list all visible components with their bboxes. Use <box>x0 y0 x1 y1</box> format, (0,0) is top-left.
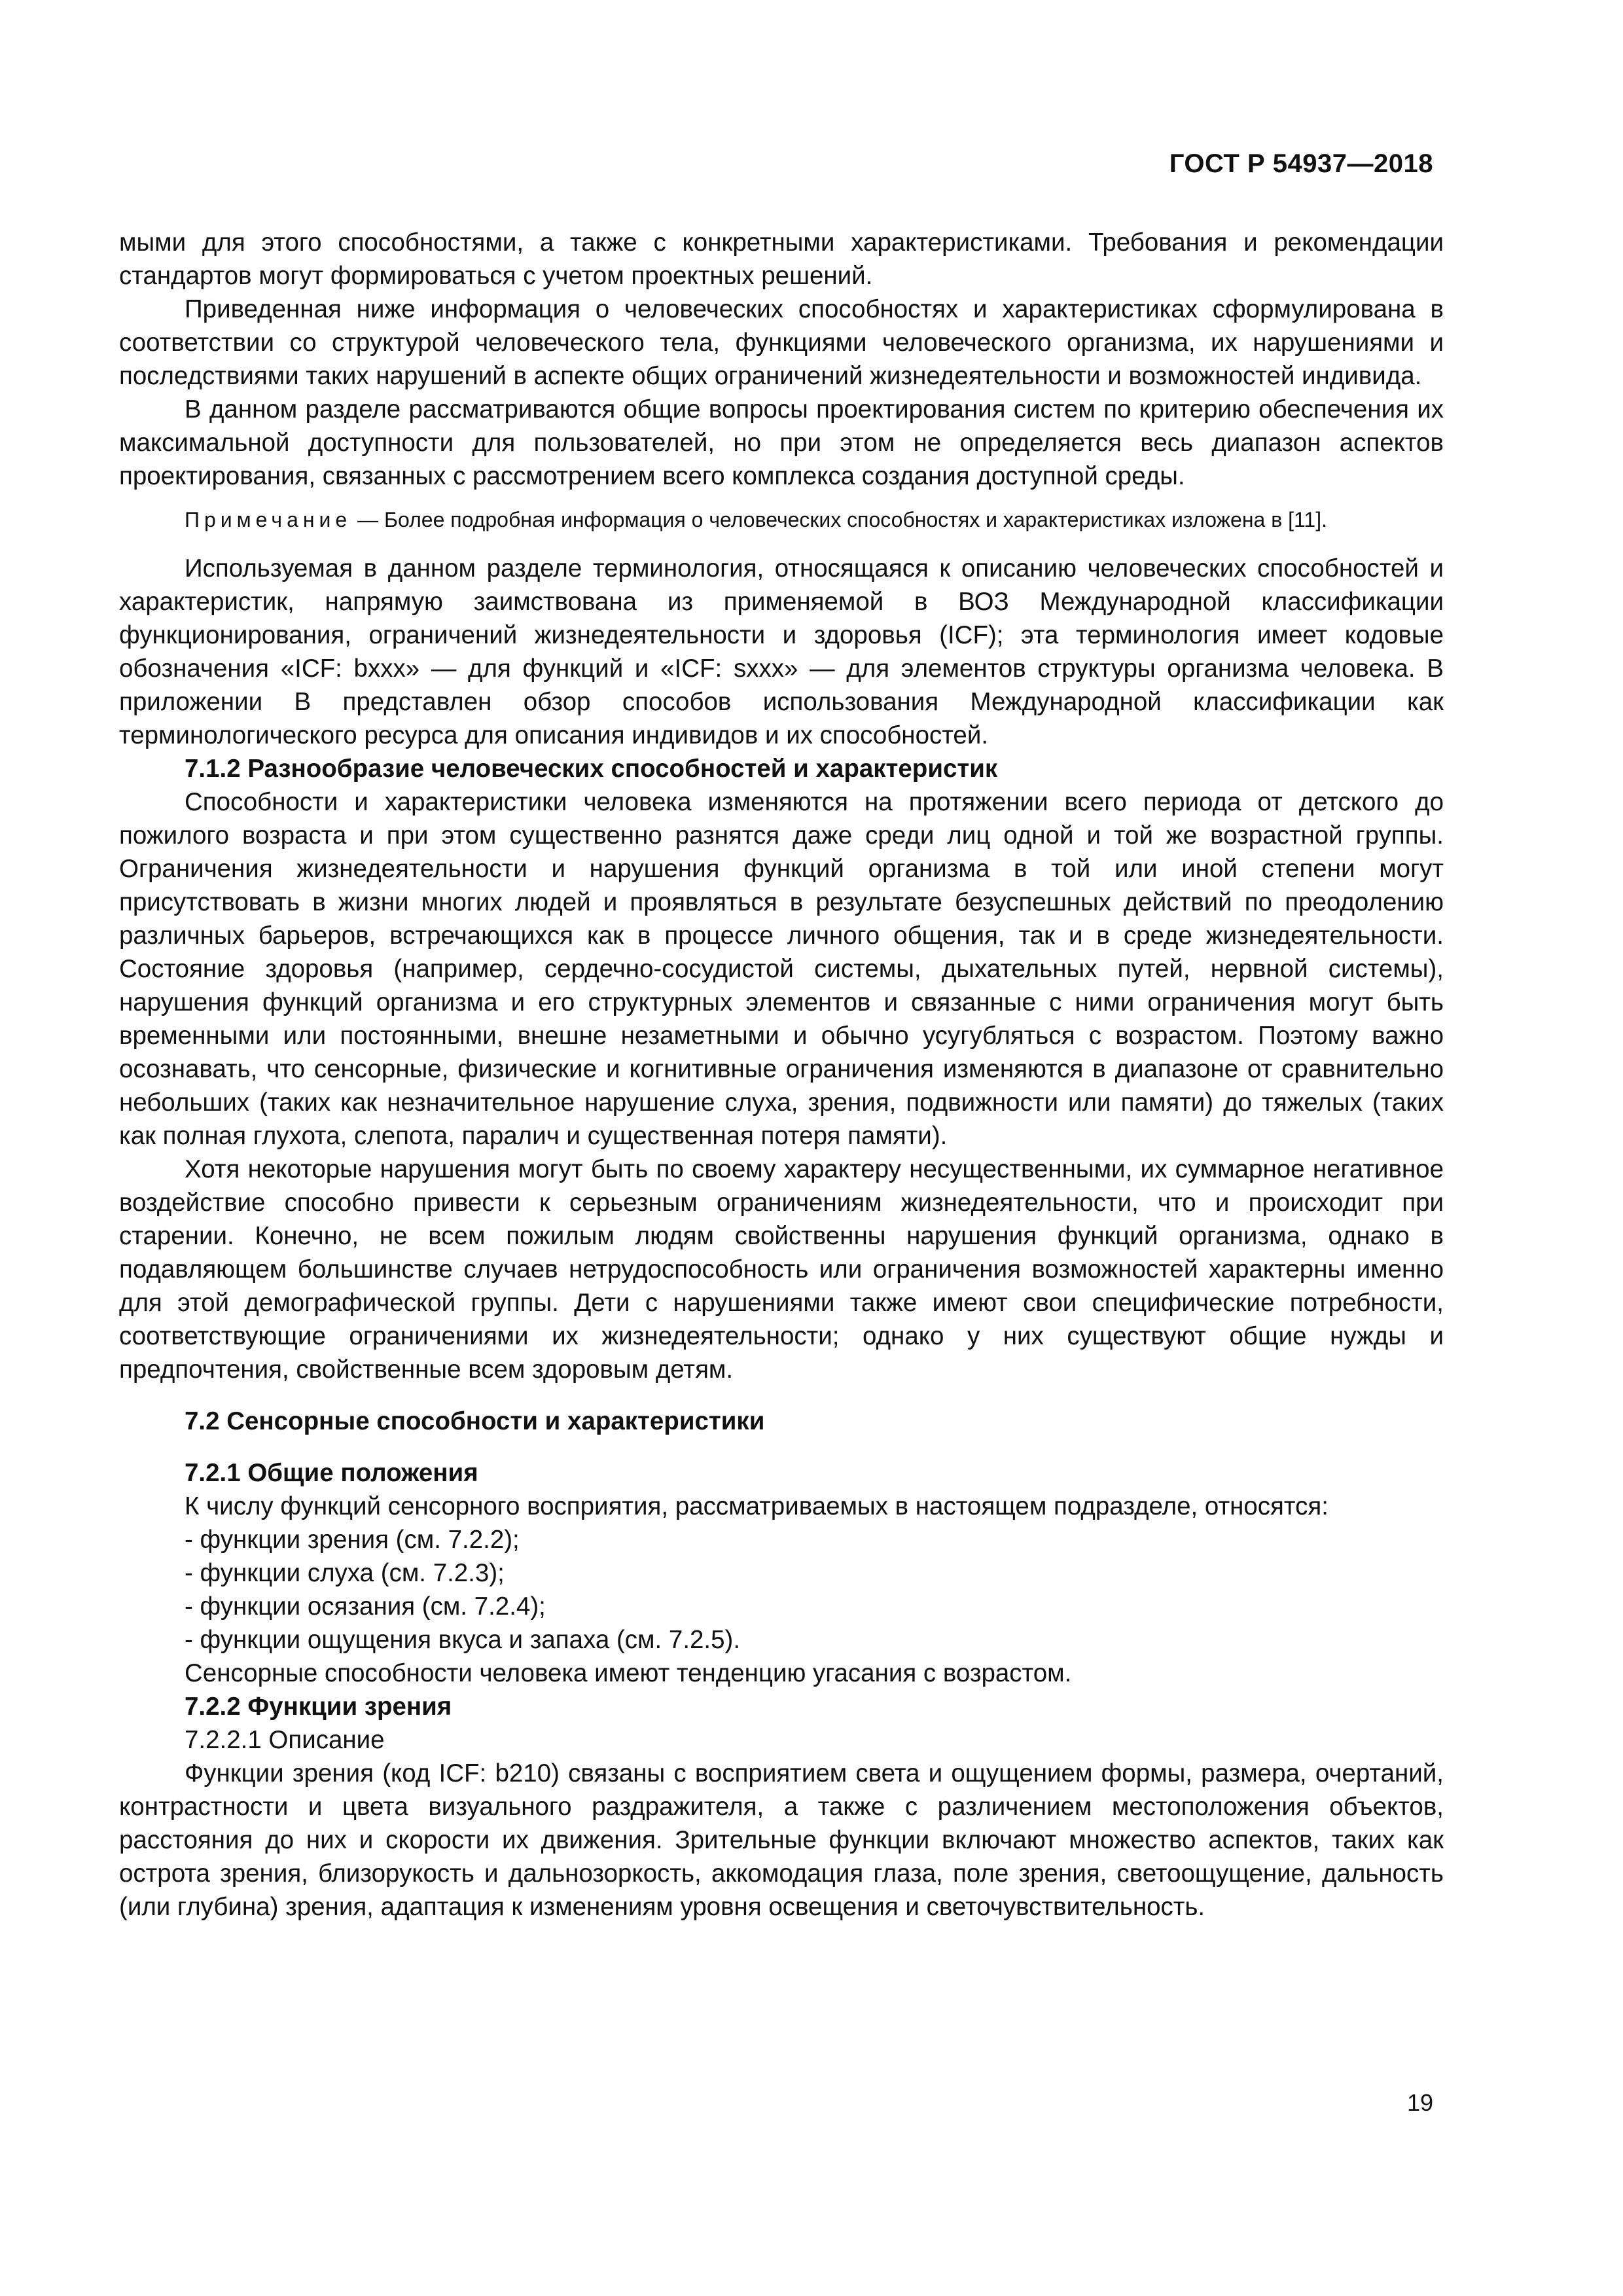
heading-7-2-1: 7.2.1 Общие положения <box>185 1459 478 1487</box>
note <box>119 505 1444 535</box>
paragraph-continuation: мыми для этого способностями, а также с конкретными характеристиками. Требования и рекомендации стандартов могут формироваться с учетом проектных решений. <box>119 228 1444 290</box>
paragraph-vision-functions: Функции зрения (код ICF: b210) связаны с восприятием света и ощущением формы, размера, очертаний, контрастности и цвета визуального раздражителя, а также с различением местоположения объектов, расстояния до них и скорости их движения. Зрительные функции включают множество аспектов, таких как острота зрения, близорукость и дальнозоркость, аккомодация глаза, поле зрения, светоощущение, дальность (или глубина) зрения, адаптация к изменениям уровня освещения и светочувствительность. <box>119 1759 1444 1921</box>
note-text: — Более подробная информация о человеческих способностях и характеристиках изложена в [11]. <box>351 508 1327 531</box>
list-item: - функции осязания (см. 7.2.4); <box>185 1592 546 1621</box>
paragraph-section-scope: В данном разделе рассматриваются общие вопросы проектирования систем по критерию обеспечения их максимальной доступности для пользователей, но при этом не определяется весь диапазон аспектов проектирования, связанных с рассмотрением всего комплекса создания доступной среды. <box>119 395 1444 490</box>
paragraph-impairments-impact: Хотя некоторые нарушения могут быть по своему характеру несущественными, их суммарное негативное воздействие способно привести к серьезным ограничениям жизнедеятельности, что и происходит при старении. Конечно, не всем пожилым людям свойственны нарушения функций организма, однако в подавляющем большинстве случаев нетрудоспособность или ограничения возможностей характерны именно для этой демографической группы. Дети с нарушениями также имеют свои специфические потребности, соответствующие ограничениями их жизнедеятельности; однако у них существуют общие нужды и предпочтения, свойственные всем здоровым детям. <box>119 1155 1444 1384</box>
note-label: Примечание <box>185 508 352 531</box>
list-item: - функции слуха (см. 7.2.3); <box>185 1559 505 1587</box>
paragraph-human-abilities-info: Приведенная ниже информация о человеческих способностях и характеристиках сформулирована в соответствии со структурой человеческого тела, функциями человеческого организма, их нарушениями и последствиями таких нарушений в аспекте общих ограничений жизнедеятельности и возможностей индивида. <box>119 295 1444 390</box>
page-body <box>119 226 1444 1924</box>
paragraph-sensory-decline: Сенсорные способности человека имеют тенденцию угасания с возрастом. <box>185 1659 1072 1687</box>
document-code-header: ГОСТ Р 54937—2018 <box>1169 149 1433 178</box>
page-number: 19 <box>1406 2089 1433 2116</box>
heading-7-2: 7.2 Сенсорные способности и характеристики <box>185 1407 765 1435</box>
paragraph-sensory-functions-intro: К числу функций сенсорного восприятия, рассматриваемых в настоящем подразделе, относятся: <box>185 1492 1329 1520</box>
heading-7-1-2: 7.1.2 Разнообразие человеческих способностей и характеристик <box>185 755 998 783</box>
paragraph-terminology: Используемая в данном разделе терминология, относящаяся к описанию человеческих способностей и характеристик, напрямую заимствована из применяемой в ВОЗ Международной классификации функционирования, ограничений жизнедеятельности и здоровья (ICF); эта терминология имеет кодовые обозначения «ICF: bxxx» — для функций и «ICF: sxxx» — для элементов структуры организма человека. В приложении В представлен обзор способов использования Международной классификации как терминологического ресурса для описания индивидов и их способностей. <box>119 554 1444 749</box>
subheading-7-2-2-1: 7.2.2.1 Описание <box>185 1726 385 1754</box>
heading-7-2-2: 7.2.2 Функции зрения <box>185 1693 452 1721</box>
list-item: - функции ощущения вкуса и запаха (см. 7.2.5). <box>185 1626 741 1654</box>
list-item: - функции зрения (см. 7.2.2); <box>185 1526 520 1554</box>
paragraph-abilities-variation: Способности и характеристики человека изменяются на протяжении всего периода от детского до пожилого возраста и при этом существенно разнятся даже среди лиц одной и той же возрастной группы. Ограничения жизнедеятельности и нарушения функций организма в той или иной степени могут присутствовать в жизни многих людей и проявляться в результате безуспешных действий по преодолению различных барьеров, встречающихся как в процессе личного общения, так и в среде жизнедеятельности. Состояние здоровья (например, сердечно-сосудистой системы, дыхательных путей, нервной системы), нарушения функций организма и его структурных элементов и связанные с ними ограничения могут быть временными или постоянными, внешне незаметными и обычно усугубляться с возрастом. Поэтому важно осознавать, что сенсорные, физические и когнитивные ограничения изменяются в диапазоне от сравнительно небольших (таких как незначительное нарушение слуха, зрения, подвижности или памяти) до тяжелых (таких как полная глухота, слепота, паралич и существенная потеря памяти). <box>119 788 1444 1150</box>
